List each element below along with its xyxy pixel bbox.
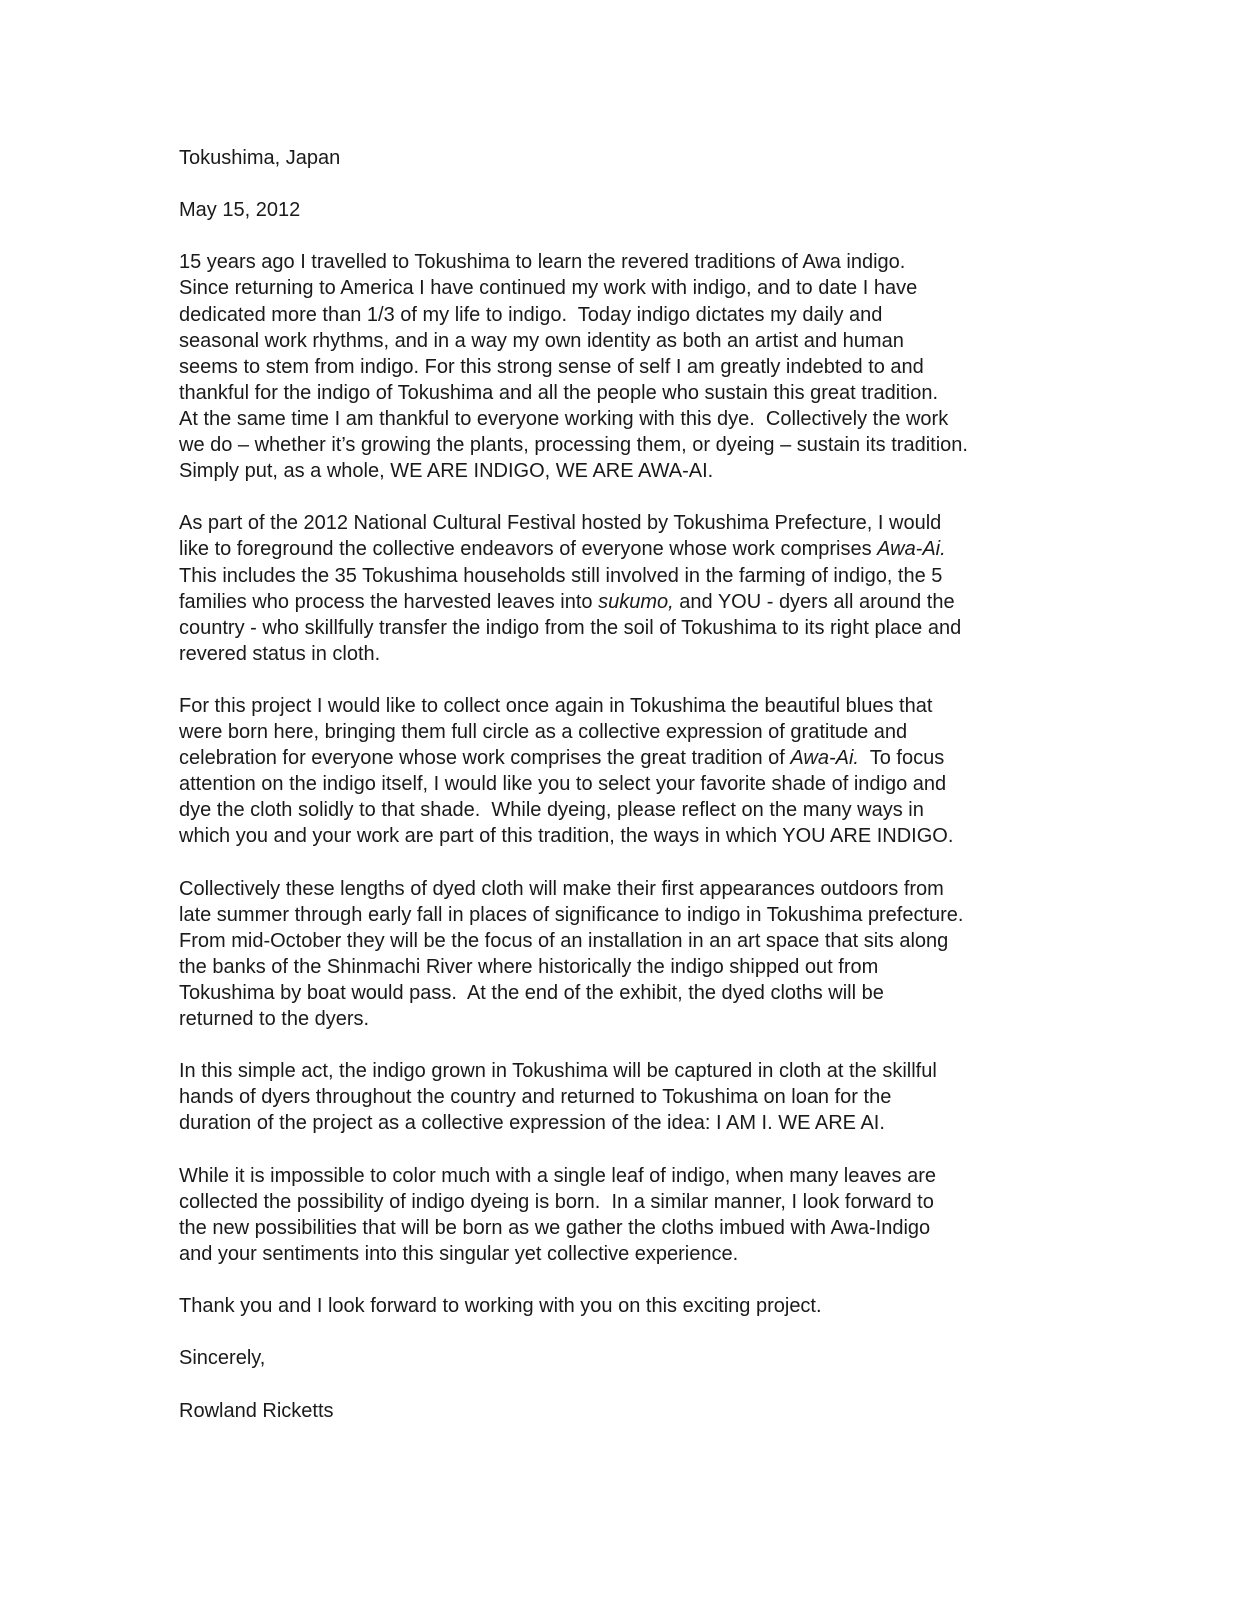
paragraph-line: revered status in cloth. (179, 642, 381, 665)
paragraph-line: In this simple act, the indigo grown in Tokushima will be captured in cloth at the skillful (179, 1060, 937, 1083)
paragraph-line: Collectively these lengths of dyed cloth will make their first appearances outdoors from (179, 877, 944, 900)
paragraph (179, 876, 1179, 1033)
paragraph (179, 249, 1179, 484)
line-segment: celebration for everyone whose work comprises the great tradition of (179, 747, 791, 770)
letter-body (179, 249, 1179, 1319)
paragraph-line: collected the possibility of indigo dyeing is born. In a similar manner, I look forward to (179, 1190, 934, 1213)
paragraph-line: were born here, bringing them full circle as a collective expression of gratitude and (179, 721, 908, 744)
paragraph (179, 1293, 1179, 1319)
paragraph-line: Tokushima by boat would pass. At the end of the exhibit, the dyed cloths will be (179, 982, 884, 1004)
paragraph-line: the banks of the Shinmachi River where historically the indigo shipped out from (179, 955, 879, 978)
paragraph-line: country - who skillfully transfer the indigo from the soil of Tokushima to its right place and (179, 616, 962, 639)
paragraph-line: For this project I would like to collect once again in Tokushima the beautiful blues that (179, 694, 933, 717)
paragraph-line: At the same time I am thankful to everyone working with this dye. Collectively the work (179, 407, 949, 430)
paragraph-line: and your sentiments into this singular yet collective experience. (179, 1242, 739, 1265)
paragraph-line: This includes the 35 Tokushima households still involved in the farming of indigo, the 5 (179, 564, 943, 587)
paragraph-line: the new possibilities that will be born as we gather the cloths imbued with Awa-Indigo (179, 1216, 931, 1239)
italic-term: Awa-Ai. (790, 747, 859, 770)
paragraph-line: late summer through early fall in places of significance to indigo in Tokushima prefecture. (179, 903, 964, 926)
paragraph-line: attention on the indigo itself, I would like you to select your favorite shade of indigo and (179, 773, 947, 796)
letter-closing: Sincerely, (179, 1347, 266, 1370)
paragraph-line: seasonal work rhythms, and in a way my own identity as both an artist and human (179, 329, 904, 352)
paragraph (179, 1163, 1179, 1267)
paragraph-line (179, 536, 1179, 562)
paragraph-line: Since returning to America I have continued my work with indigo, and to date I have (179, 277, 918, 300)
paragraph-line: duration of the project as a collective expression of the idea: I AM I. WE ARE AI. (179, 1112, 885, 1135)
paragraph-line: we do – whether it’s growing the plants, processing them, or dyeing – sustain its tradition. (179, 434, 968, 457)
paragraph-line: hands of dyers throughout the country and returned to Tokushima on loan for the (179, 1086, 892, 1109)
line-segment: families who process the harvested leaves into (179, 590, 599, 613)
paragraph (179, 510, 1179, 667)
paragraph-line: Simply put, as a whole, WE ARE INDIGO, WE ARE AWA-AI. (179, 460, 714, 483)
paragraph-line: seems to stem from indigo. For this strong sense of self I am greatly indebted to and (179, 355, 924, 378)
paragraph-line: While it is impossible to color much with a single leaf of indigo, when many leaves are (179, 1164, 937, 1187)
paragraph (179, 1058, 1179, 1136)
paragraph-line (179, 589, 1179, 615)
line-segment: To focus (858, 747, 945, 770)
line-segment: and YOU - dyers all around the (673, 590, 955, 613)
paragraph-line: 15 years ago I travelled to Tokushima to learn the revered traditions of Awa indigo. (179, 251, 906, 274)
paragraph-line: From mid-October they will be the focus of an installation in an art space that sits along (179, 929, 949, 952)
italic-term: Awa-Ai. (877, 538, 946, 561)
paragraph-line: dye the cloth solidly to that shade. While dyeing, please reflect on the many ways in (179, 799, 924, 822)
letter-place: Tokushima, Japan (179, 147, 341, 169)
paragraph (179, 693, 1179, 850)
italic-term: sukumo, (598, 590, 674, 613)
line-segment: like to foreground the collective endeavors of everyone whose work comprises (179, 538, 878, 561)
letter-date: May 15, 2012 (179, 199, 301, 222)
paragraph-line: As part of the 2012 National Cultural Festival hosted by Tokushima Prefecture, I would (179, 512, 942, 535)
paragraph-line: returned to the dyers. (179, 1008, 370, 1031)
letter-signature: Rowland Ricketts (179, 1399, 334, 1422)
paragraph-line: Thank you and I look forward to working with you on this exciting project. (179, 1295, 822, 1318)
paragraph-line: which you and your work are part of this tradition, the ways in which YOU ARE INDIGO. (179, 825, 954, 848)
paragraph-line (179, 745, 1179, 771)
paragraph-line: dedicated more than 1/3 of my life to indigo. Today indigo dictates my daily and (179, 303, 883, 326)
paragraph-line: thankful for the indigo of Tokushima and all the people who sustain this great tradition. (179, 381, 938, 404)
letter (179, 145, 1179, 1450)
